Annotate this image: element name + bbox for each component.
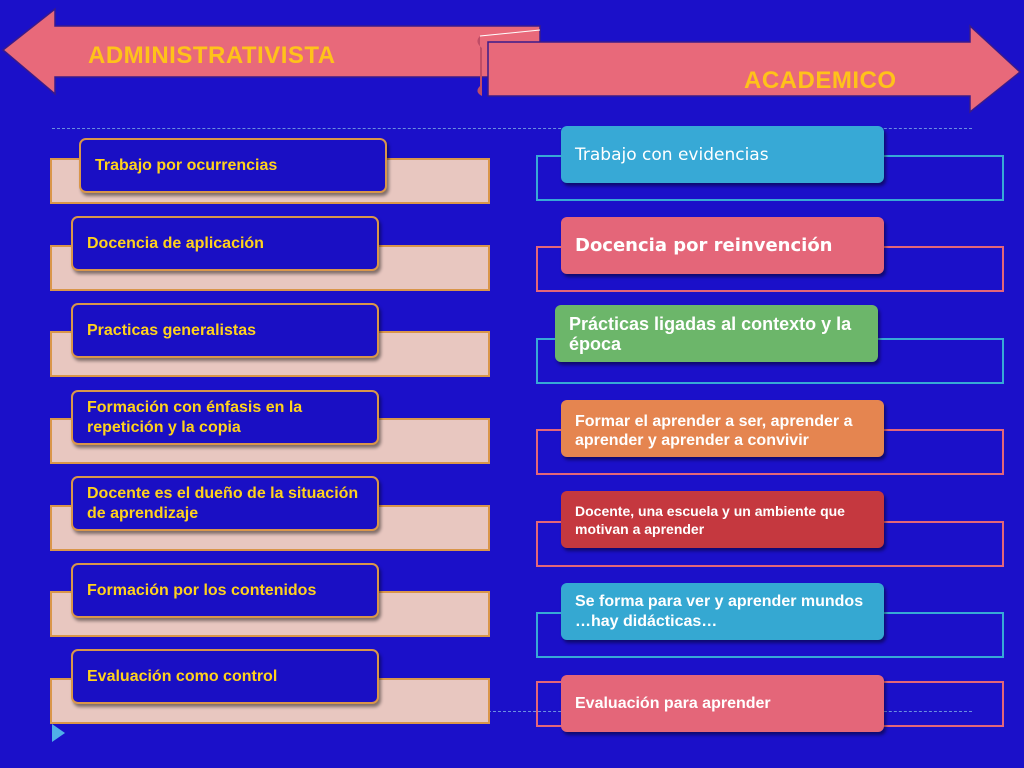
right-item-1: Trabajo con evidencias <box>561 126 884 183</box>
left-item-4: Formación con énfasis en la repetición y la copia <box>71 390 379 445</box>
left-item-2: Docencia de aplicación <box>71 216 379 271</box>
title-academico: ACADEMICO <box>744 67 897 94</box>
right-item-3: Prácticas ligadas al contexto y la época <box>555 305 878 362</box>
right-item-5: Docente, una escuela y un ambiente que motivan a aprender <box>561 491 884 548</box>
left-item-7: Evaluación como control <box>71 649 379 704</box>
left-item-6: Formación por los contenidos <box>71 563 379 618</box>
right-item-4: Formar el aprender a ser, aprender a aprender y aprender a convivir <box>561 400 884 457</box>
right-item-7: Evaluación para aprender <box>561 675 884 732</box>
left-item-3: Practicas generalistas <box>71 303 379 358</box>
right-item-2: Docencia por reinvención <box>561 217 884 274</box>
play-icon[interactable] <box>52 724 65 742</box>
title-administrativista: ADMINISTRATIVISTA <box>88 42 336 69</box>
left-item-1: Trabajo por ocurrencias <box>79 138 387 193</box>
right-item-6: Se forma para ver y aprender mundos …hay didácticas… <box>561 583 884 640</box>
left-item-5: Docente es el dueño de la situación de aprendizaje <box>71 476 379 531</box>
